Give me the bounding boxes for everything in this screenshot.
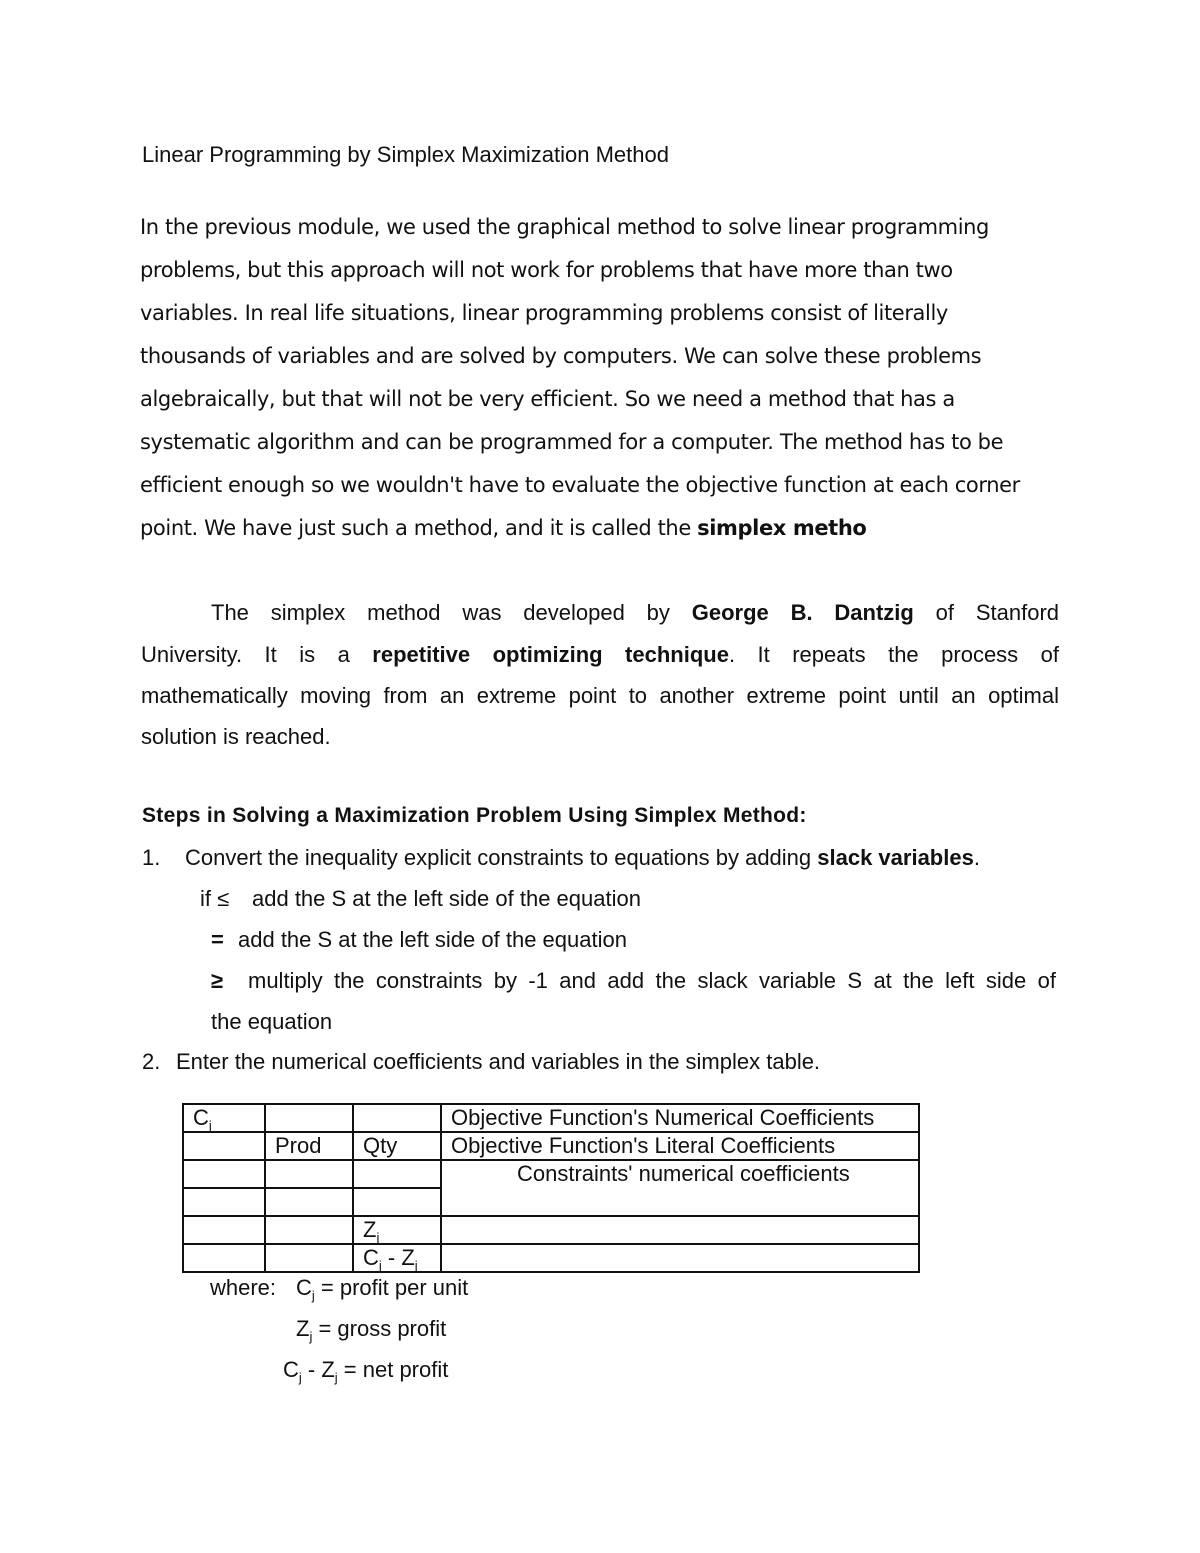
rule-greater-equal-text-cont: the equation (211, 1009, 333, 1034)
zj-cell: $Z_j$ (353, 1216, 441, 1244)
table-cell (441, 1244, 919, 1272)
table-cell (353, 1104, 441, 1132)
page-title: Linear Programming by Simplex Maximization Method (142, 142, 669, 167)
intro-line: thousands of variables and are solved by computers. We can solve these problems (140, 344, 982, 368)
step-2-text: Enter the numerical coefficients and variables in the simplex table. (176, 1049, 821, 1074)
table-cell (265, 1244, 353, 1272)
step-2-number: 2. (142, 1049, 161, 1074)
table-cell (353, 1160, 441, 1188)
objective-literal-cell: Objective Function's Literal Coefficients (441, 1132, 919, 1160)
table-row (183, 1132, 919, 1160)
qty-header-cell: Qty (353, 1132, 441, 1160)
table-cell (183, 1216, 265, 1244)
repetitive-technique: repetitive optimizing technique (372, 642, 729, 667)
slack-variables: slack variables (817, 845, 974, 870)
table-cell (441, 1216, 919, 1244)
where-label: where: (210, 1275, 277, 1300)
intro-line: algebraically, but that will not be very efficient. So we need a method that has a (140, 387, 955, 411)
intro-paragraph (140, 206, 1080, 550)
table-row (183, 1104, 919, 1132)
table-cell (265, 1160, 353, 1188)
intro-line-last (140, 507, 1080, 550)
intro-line: variables. In real life situations, linear programming problems consist of literally (140, 301, 948, 325)
prod-header-cell: Prod (265, 1132, 353, 1160)
rule-equal-symbol: = (211, 927, 224, 952)
definition-cj: $C_j$ = profit per unit (296, 1275, 469, 1303)
simplex-method-highlight: simplex metho (697, 516, 867, 540)
rule-greater-equal-text: multiply the constraints by -1 and add the slack variable S at the left side of (248, 968, 1056, 993)
table-cell (265, 1216, 353, 1244)
intro-line: problems, but this approach will not work for problems that have more than two (140, 258, 953, 282)
table-row (183, 1244, 919, 1272)
dantzig-line-4: solution is reached. (141, 724, 331, 749)
intro-last-text: point. We have just such a method, and it is called the (140, 516, 698, 540)
dantzig-line-1: The simplex method was developed by George B. Dantzig of Stanford (211, 600, 1060, 625)
cj-minus-zj-cell: $C_j - Z_j$ (353, 1244, 441, 1272)
table-row (183, 1216, 919, 1244)
table-cell (265, 1188, 353, 1216)
simplex-table (182, 1103, 920, 1273)
table-cell (353, 1188, 441, 1216)
step-1-number: 1. (142, 845, 161, 870)
dantzig-line-3: mathematically moving from an extreme point to another extreme point until an optimal (141, 683, 1059, 708)
definition-zj: $Z_j$ = gross profit (296, 1316, 447, 1344)
dantzig-line-2: University. It is a repetitive optimizing technique. It repeats the process of (141, 642, 1059, 667)
rule-less-equal-text: add the S at the left side of the equation (252, 886, 641, 911)
table-cell (183, 1132, 265, 1160)
intro-line: systematic algorithm and can be programmed for a computer. The method has to be (140, 430, 1004, 454)
intro-line: In the previous module, we used the graphical method to solve linear programming (140, 215, 989, 239)
cj-header-cell: $C_j$ (183, 1104, 265, 1132)
rule-equal-text: add the S at the left side of the equation (238, 927, 627, 952)
dantzig-name: George B. Dantzig (691, 600, 914, 625)
objective-numerical-cell: Objective Function's Numerical Coefficients (441, 1104, 919, 1132)
table-cell (183, 1160, 265, 1188)
table-row (183, 1160, 919, 1188)
constraints-cell: Constraints' numerical coefficients (441, 1160, 919, 1216)
rule-greater-equal-symbol: ≥ (211, 968, 224, 993)
steps-heading: Steps in Solving a Maximization Problem Using Simplex Method: (142, 804, 807, 827)
table-cell (265, 1104, 353, 1132)
rule-less-equal-symbol: if ≤ (200, 886, 230, 911)
intro-line: efficient enough so we wouldn't have to evaluate the objective function at each corner (140, 473, 1020, 497)
table-cell (183, 1244, 265, 1272)
table-cell (183, 1188, 265, 1216)
definition-cj-minus-zj: $C_j - Z_j$ = net profit (283, 1357, 449, 1385)
step-1-text: Convert the inequality explicit constraints to equations by adding slack variables. (185, 845, 980, 870)
